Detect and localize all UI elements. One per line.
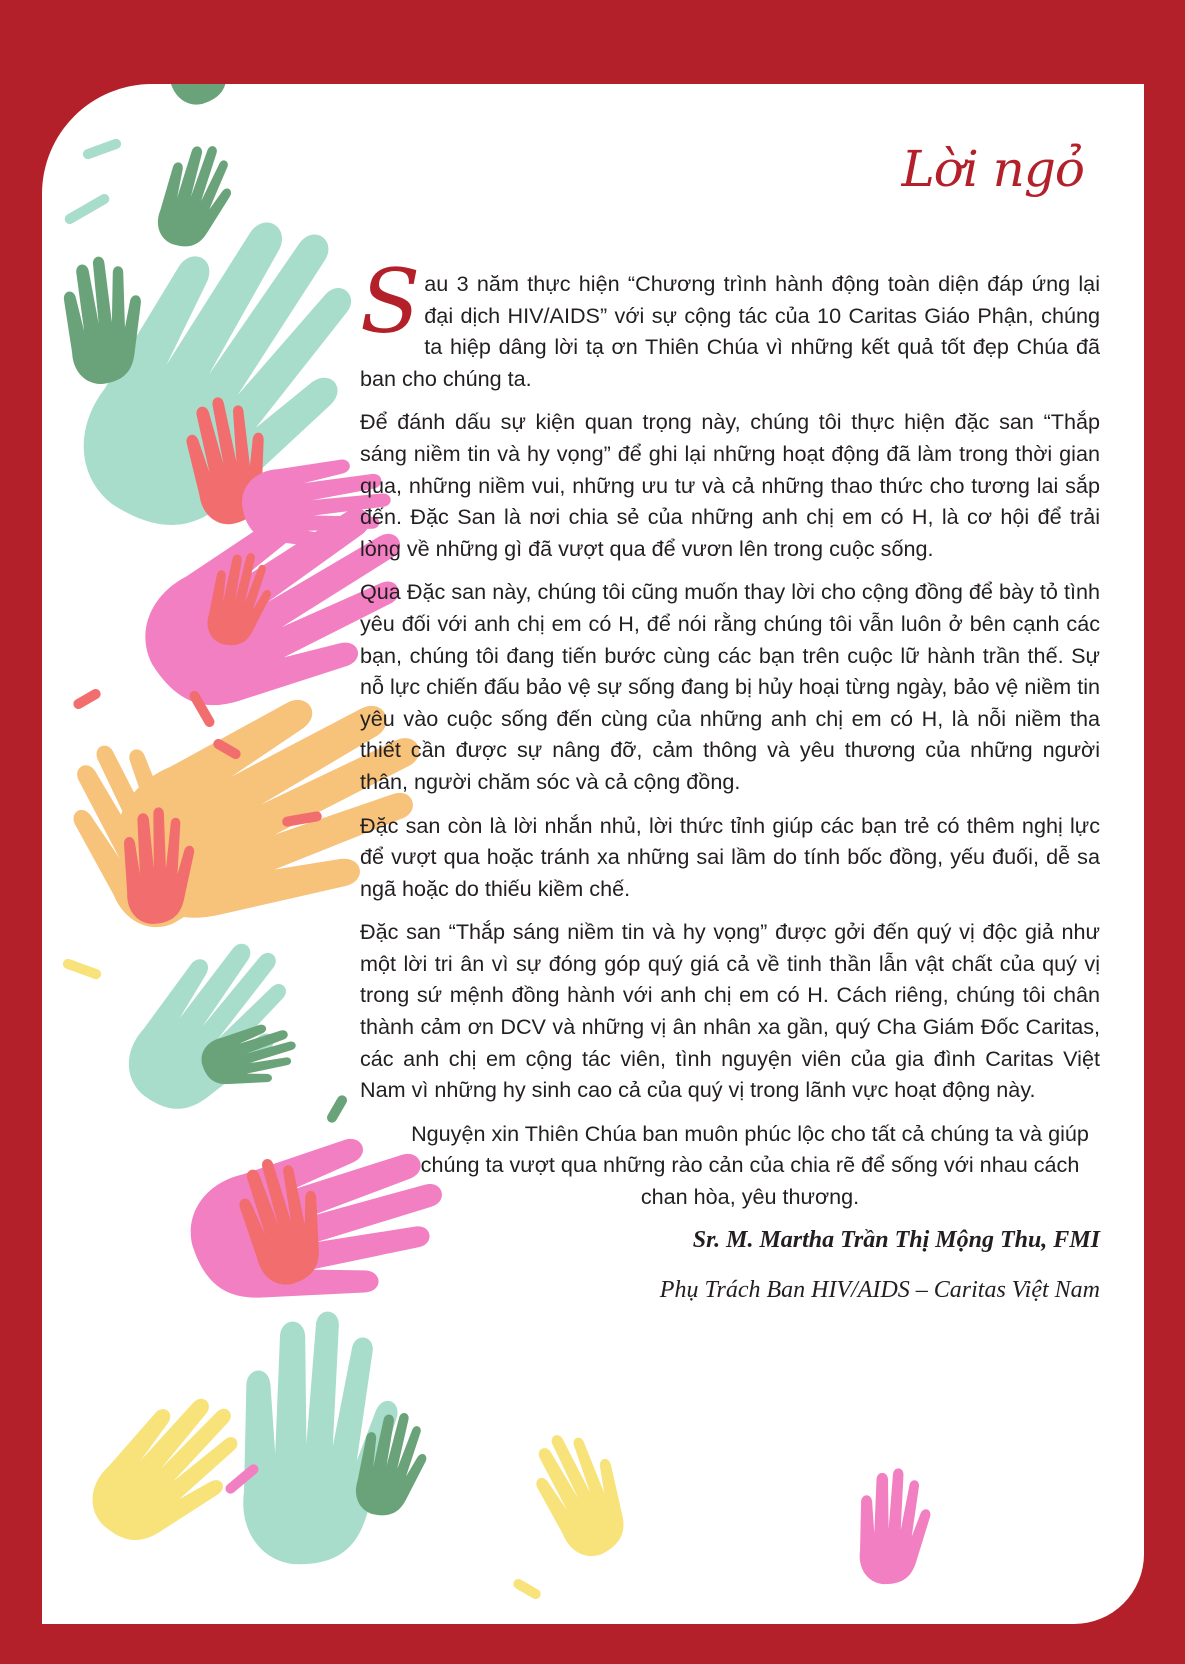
paragraph-1: Sau 3 năm thực hiện “Chương trình hành động toàn diện đáp ứng lại đại dịch HIV/AIDS” với sự cộng tác của 10 Caritas Giáo Phận, chúng ta hiệp dâng lời tạ ơn Thiên Chúa vì những kết quả tốt đẹp Chúa đã ban cho chúng ta.: [360, 250, 1100, 391]
page-sheet: [42, 84, 1144, 1624]
signer-role: Phụ Trách Ban HIV/AIDS – Caritas Việt Nam: [659, 1276, 1100, 1303]
page-title: Lời ngỏ: [901, 140, 1084, 198]
paragraph-3: Qua Đặc san này, chúng tôi cũng muốn thay lời cho cộng đồng để bày tỏ tình yêu đối với anh chị em có H, để nói rằng chúng tôi vẫn luôn ở bên cạnh các bạn, chúng tôi đang tiến bước cùng các bạn trên cuộc lữ hành trần thế. Sự nỗ lực chiến đấu bảo vệ sự sống đang bị hủy hoại từng ngày, bảo vệ niềm tin yêu vào cuộc sống đến cùng của những anh chị em có H, là nỗi niềm tha thiết cần được sự nâng đỡ, cảm thông và yêu thương của những người thân, người chăm sóc và cả cộng đồng.: [360, 579, 1100, 794]
signature: Sr. M. Martha Trần Thị Mộng Thu, FMI: [692, 1226, 1100, 1253]
hand-mint-lower: [112, 918, 315, 1140]
hand-pink-bottom-right: [860, 1468, 931, 1584]
closing-prayer: Nguyện xin Thiên Chúa ban muôn phúc lộc cho tất cả chúng ta và giúp chúng ta vượt qua những rào cản của chia rẽ để sống với nhau cách chan hòa, yêu thương.: [411, 1120, 1089, 1210]
letter-body: [360, 250, 1100, 1305]
hand-green-small: [152, 137, 241, 255]
hand-green-top: [141, 84, 247, 112]
paragraph-5: Đặc san “Thắp sáng niềm tin và hy vọng” được gởi đến quý vị độc giả như một lời tri ân vì sự đóng góp quý giá cả về tinh thần lẫn vật chất của quý vị trong sứ mệnh đồng hành với anh chị em có H. Cách riêng, chúng tôi chân thành cảm ơn DCV và những vị ân nhân xa gần, quý Cha Giám Đốc Caritas, các anh chị em cộng tác viên, tình nguyện viên của gia đình Caritas Việt Nam vì những hy sinh cao cả của quý vị trong lãnh vực hoạt động này.: [360, 919, 1100, 1103]
hand-green-bottom: [352, 1407, 434, 1522]
hand-yellow-bottom-mid: [518, 1418, 648, 1566]
hand-yellow-bottom-left: [77, 1374, 264, 1569]
paragraph-4: Đặc san còn là lời nhắn nhủ, lời thức tỉnh giúp các bạn trẻ có thêm nghị lực để vượt qua hoặc tránh xa những sai lầm do tính bốc đồng, yếu đuối, dễ sa ngã hoặc do thiếu kiềm chế.: [360, 812, 1100, 901]
drop-cap: S: [360, 250, 421, 353]
paragraph-2: Để đánh dấu sự kiện quan trọng này, chúng tôi thực hiện đặc san “Thắp sáng niềm tin và hy vọng” để ghi lại những hoạt động đã làm trong thời gian qua, những niềm vui, những ưu tư và cả những thao thức cho tương lai sắp đến. Đặc San là nơi chia sẻ của những anh chị em có H, là cơ hội để trải lòng về những gì đã vượt qua để vươn lên trong cuộc sống.: [360, 409, 1100, 561]
